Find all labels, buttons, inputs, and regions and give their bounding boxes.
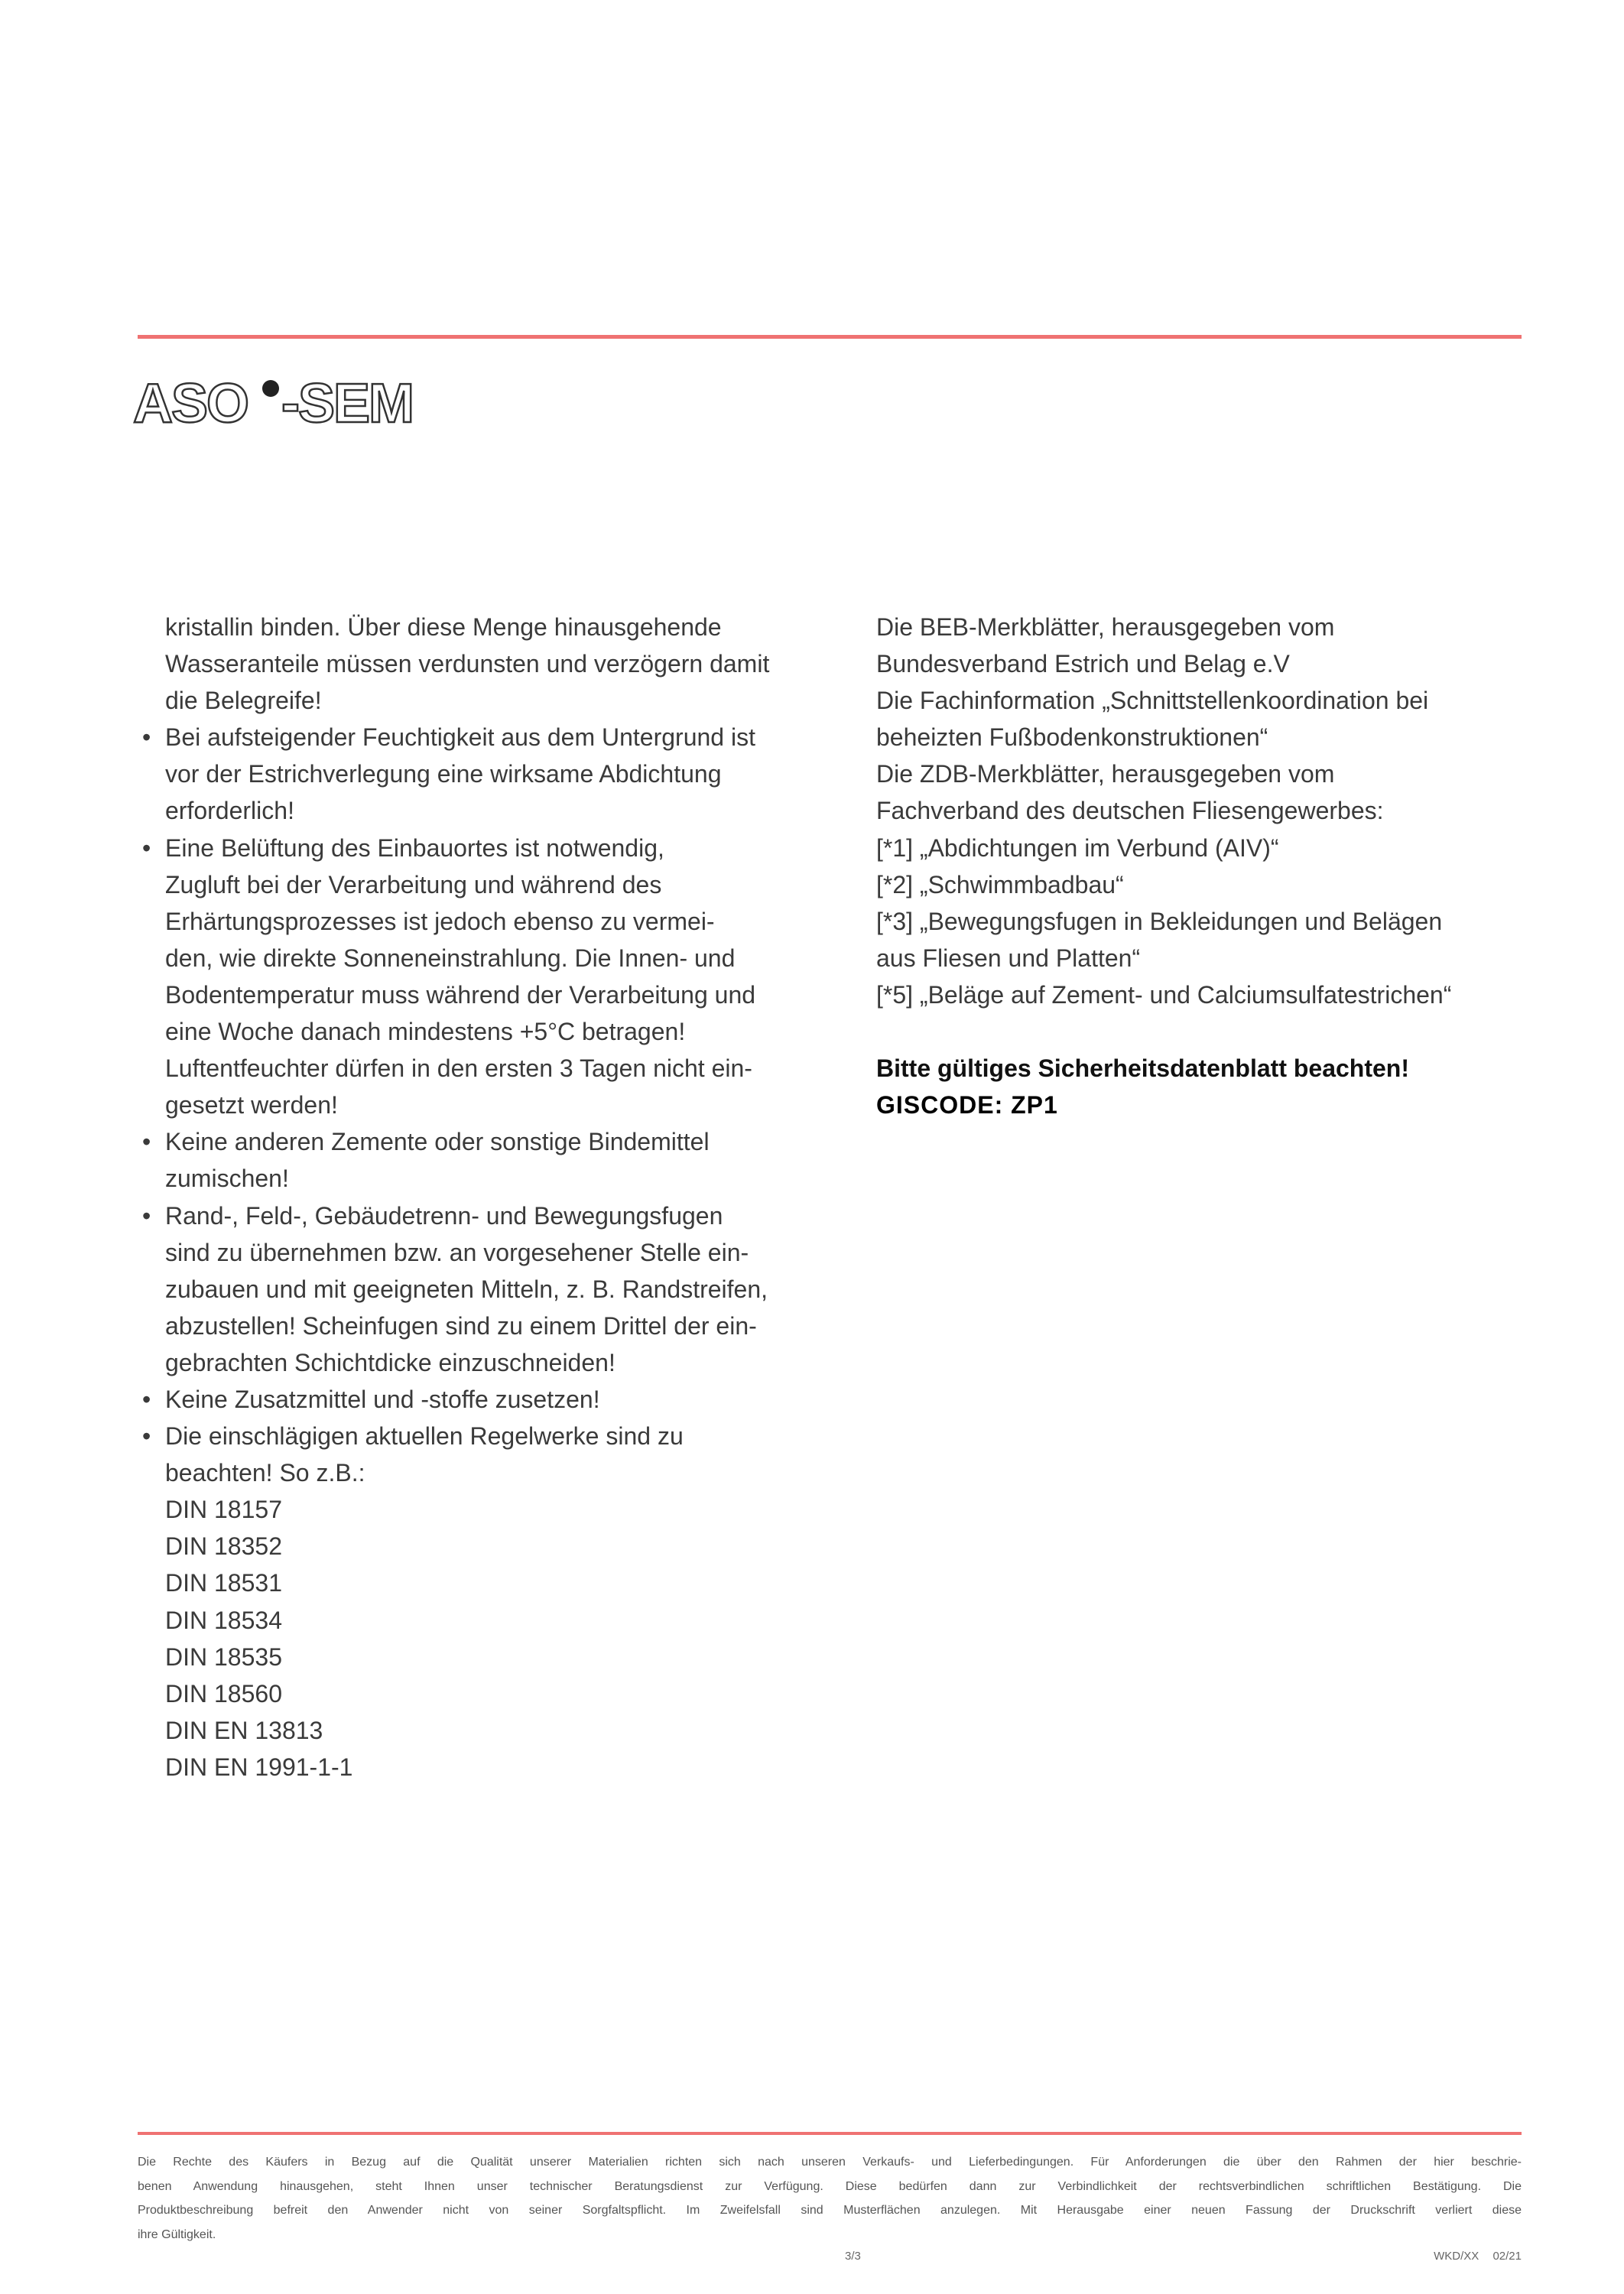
text-line bbox=[165, 792, 769, 829]
reference-line: Die BEB-Merkblätter, herausgegeben vom bbox=[876, 613, 1335, 641]
line-text: Zugluft bei der Verarbeitung und während des bbox=[165, 870, 662, 898]
line-text: kristallin binden. Über diese Menge hinausgehende bbox=[165, 613, 722, 641]
line-text: DIN 18535 bbox=[165, 1643, 282, 1671]
footer-line: ihre Gültigkeit. bbox=[138, 2227, 216, 2241]
text-line bbox=[165, 1160, 769, 1197]
line-text: die Belegreife! bbox=[165, 687, 322, 715]
reference-line: [*5] „Beläge auf Zement- und Calciumsulfatestrichen“ bbox=[876, 980, 1452, 1009]
footer-line: benen Anwendung hinausgehen, steht Ihnen unser technischer Beratungsdienst zur Verfügung. Diese bedürfen dann zur Verbindlichkeit der rechtsverbindlichen schriftlichen Bestätigung. Die bbox=[138, 2179, 1522, 2193]
line-text: Bodentemperatur muss während der Verarbeitung und bbox=[165, 980, 756, 1009]
line-text: Rand-, Feld-, Gebäudetrenn- und Bewegungsfugen bbox=[165, 1201, 723, 1230]
line-text: Keine anderen Zemente oder sonstige Bindemittel bbox=[165, 1128, 710, 1156]
text-line bbox=[165, 940, 769, 976]
bullet-item-line bbox=[142, 1197, 769, 1234]
bullet-item-line bbox=[142, 830, 769, 866]
text-line bbox=[165, 682, 769, 719]
bullet-icon: • bbox=[142, 723, 151, 752]
line-text: zubauen und mit geeigneten Mitteln, z. B. Randstreifen, bbox=[165, 1275, 768, 1303]
reference-line: [*3] „Bewegungsfugen in Bekleidungen und Belägen bbox=[876, 907, 1443, 935]
line-text: Keine Zusatzmittel und -stoffe zusetzen! bbox=[165, 1385, 600, 1413]
line-text: Luftentfeuchter dürfen in den ersten 3 Tagen nicht ein- bbox=[165, 1054, 752, 1083]
line-text: DIN 18157 bbox=[165, 1496, 282, 1524]
text-line bbox=[165, 903, 769, 940]
reference-line: [*2] „Schwimmbadbau“ bbox=[876, 870, 1124, 898]
line-text: DIN 18534 bbox=[165, 1606, 282, 1634]
line-text: DIN 18560 bbox=[165, 1679, 282, 1708]
line-text: gesetzt werden! bbox=[165, 1091, 338, 1119]
line-text: Eine Belüftung des Einbauortes ist notwendig, bbox=[165, 833, 664, 862]
bullet-icon: • bbox=[142, 1422, 151, 1451]
text-line bbox=[165, 1565, 769, 1601]
text-line bbox=[165, 1749, 769, 1785]
text-line bbox=[165, 1234, 769, 1271]
line-text: DIN 18531 bbox=[165, 1569, 282, 1597]
line-text: sind zu übernehmen bzw. an vorgesehener Stelle ein- bbox=[165, 1238, 749, 1266]
line-text: eine Woche danach mindestens +5°C betragen! bbox=[165, 1018, 686, 1046]
line-text: DIN EN 13813 bbox=[165, 1716, 323, 1744]
text-line bbox=[165, 1050, 769, 1087]
line-text: abzustellen! Scheinfugen sind zu einem Drittel der ein- bbox=[165, 1311, 757, 1340]
text-line bbox=[165, 645, 769, 682]
bullet-icon: • bbox=[142, 1201, 151, 1230]
line-text: Wasseranteile müssen verdunsten und verzögern damit bbox=[165, 650, 770, 678]
svg-text:ASO: ASO bbox=[133, 373, 248, 431]
text-line bbox=[165, 1308, 769, 1344]
bullet-item-line bbox=[142, 1418, 769, 1454]
svg-text:-SEM: -SEM bbox=[281, 373, 413, 431]
line-text: DIN EN 1991-1-1 bbox=[165, 1753, 353, 1781]
page-number: 3/3 bbox=[845, 2250, 861, 2263]
text-line bbox=[165, 976, 769, 1013]
line-text: erforderlich! bbox=[165, 797, 294, 825]
footer-rule bbox=[138, 2132, 1522, 2135]
safety-datasheet-notice: Bitte gültiges Sicherheitsdatenblatt beachten! bbox=[876, 1054, 1409, 1083]
line-text: zumischen! bbox=[165, 1165, 289, 1193]
bullet-icon: • bbox=[142, 1385, 151, 1413]
reference-line: Die Fachinformation „Schnittstellenkoordination bei bbox=[876, 687, 1429, 715]
text-line bbox=[165, 1675, 769, 1712]
text-line bbox=[165, 1491, 769, 1528]
brand-logo bbox=[132, 370, 453, 431]
text-line bbox=[165, 1454, 769, 1491]
reference-line: Bundesverband Estrich und Belag e.V bbox=[876, 650, 1290, 678]
text-line bbox=[165, 1271, 769, 1308]
text-line bbox=[165, 609, 769, 645]
text-line bbox=[165, 866, 769, 903]
footer-line: Die Rechte des Käufers in Bezug auf die Qualität unserer Materialien richten sich nach unseren Verkaufs- und Lieferbedingungen. Für Anforderungen die über den Rahmen der hier beschrie- bbox=[138, 2156, 1522, 2169]
reference-line: [*1] „Abdichtungen im Verbund (AIV)“ bbox=[876, 833, 1279, 862]
header-rule bbox=[138, 335, 1522, 339]
reference-line: Die ZDB-Merkblätter, herausgegeben vom bbox=[876, 760, 1335, 788]
bullet-item-line bbox=[142, 1381, 769, 1418]
text-line bbox=[165, 755, 769, 792]
reference-line: Fachverband des deutschen Fliesengewerbes: bbox=[876, 797, 1384, 825]
giscode: GISCODE: ZP1 bbox=[876, 1091, 1058, 1119]
text-line bbox=[165, 1087, 769, 1123]
bullet-item-line bbox=[142, 1123, 769, 1160]
reference-line: aus Fliesen und Platten“ bbox=[876, 944, 1141, 972]
line-text: Die einschlägigen aktuellen Regelwerke sind zu bbox=[165, 1422, 684, 1451]
footer-disclaimer bbox=[138, 2150, 1522, 2247]
line-text: gebrachten Schichtdicke einzuschneiden! bbox=[165, 1348, 615, 1376]
line-text: Bei aufsteigender Feuchtigkeit aus dem Untergrund ist bbox=[165, 723, 755, 752]
left-column bbox=[142, 609, 770, 1785]
line-text: DIN 18352 bbox=[165, 1532, 282, 1561]
text-line bbox=[165, 1013, 769, 1050]
bullet-icon: • bbox=[142, 1128, 151, 1156]
right-column bbox=[876, 609, 1451, 1123]
bullet-icon: • bbox=[142, 833, 151, 862]
line-text: den, wie direkte Sonneneinstrahlung. Die Innen- und bbox=[165, 944, 736, 972]
bullet-item-line bbox=[142, 719, 769, 755]
footer-line: Produktbeschreibung befreit den Anwender nicht von seiner Sorgfaltspflicht. Im Zweifelsfall sind Musterflächen anzulegen. Mit Herausgabe einer neuen Fassung der Druckschrift verliert diese bbox=[138, 2204, 1522, 2217]
reference-line: beheizten Fußbodenkonstruktionen“ bbox=[876, 723, 1268, 752]
text-line bbox=[165, 1602, 769, 1639]
line-text: Erhärtungsprozesses ist jedoch ebenso zu vermei- bbox=[165, 907, 715, 935]
line-text: vor der Estrichverlegung eine wirksame Abdichtung bbox=[165, 760, 722, 788]
line-text: beachten! So z.B.: bbox=[165, 1459, 365, 1487]
text-line bbox=[165, 1639, 769, 1675]
text-line bbox=[165, 1528, 769, 1565]
text-line bbox=[165, 1344, 769, 1381]
text-line bbox=[165, 1712, 769, 1749]
document-code: WKD/XX 02/21 bbox=[1434, 2250, 1522, 2263]
